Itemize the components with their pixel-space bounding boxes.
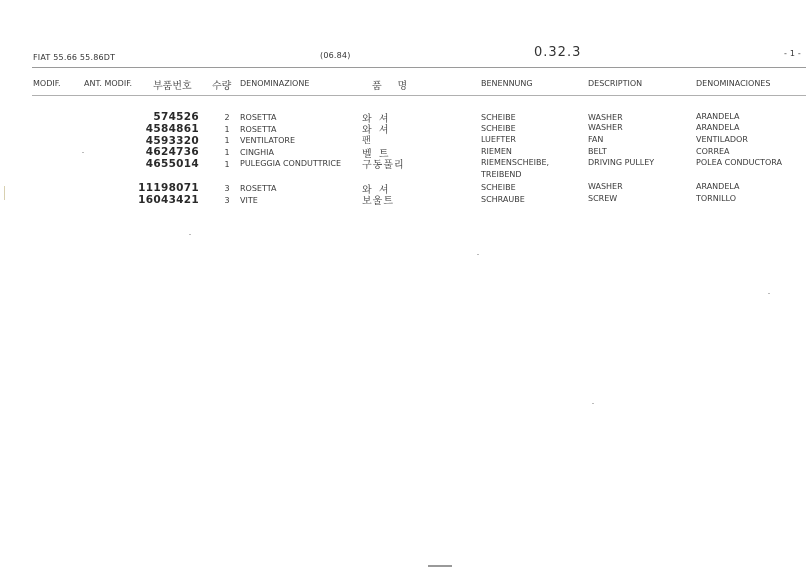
scan-speck xyxy=(592,403,594,404)
benennung: RIEMEN xyxy=(481,147,512,156)
scan-speck xyxy=(82,152,84,153)
description: DRIVING PULLEY xyxy=(588,158,655,167)
description: SCREW xyxy=(588,194,618,203)
item-name-kr: 팬 xyxy=(362,136,373,146)
item-name-kr: 구동풀리 xyxy=(362,160,405,171)
benennung: SCHRAUBE xyxy=(481,195,525,204)
header-bottom-rule xyxy=(32,95,806,96)
part-number: 574526 xyxy=(153,111,199,123)
part-number: 4655014 xyxy=(145,158,199,170)
scan-bottom-mark xyxy=(428,565,452,567)
denominazione: ROSETTA xyxy=(240,113,277,122)
part-number: 16043421 xyxy=(138,194,199,206)
scan-edge-mark xyxy=(4,186,5,200)
col-ant-modif: ANT. MODIF. xyxy=(84,79,133,88)
part-number: 4624736 xyxy=(145,146,199,158)
scan-speck xyxy=(477,254,479,255)
benennung-line-2: TREIBEND xyxy=(481,170,522,179)
model-title: FIAT 55.66 55.86DT xyxy=(33,53,116,62)
part-number: 4584861 xyxy=(145,123,199,135)
header-top-rule xyxy=(32,67,806,68)
col-denominaciones: DENOMINACIONES xyxy=(696,79,771,88)
col-part-number: 부품번호 xyxy=(153,81,192,92)
part-number: 11198071 xyxy=(138,182,199,194)
col-description: DESCRIPTION xyxy=(588,79,643,88)
denominaciones: ARANDELA xyxy=(696,123,740,132)
benennung: RIEMENSCHEIBE, xyxy=(481,158,550,167)
quantity: 3 xyxy=(224,196,230,205)
page-code: 0.32.3 xyxy=(534,45,582,60)
item-name-kr: 보울트 xyxy=(362,196,394,207)
denominaciones: ARANDELA xyxy=(696,182,740,191)
denominazione: ROSETTA xyxy=(240,184,277,193)
quantity: 3 xyxy=(224,184,230,193)
description: WASHER xyxy=(588,182,623,191)
description: WASHER xyxy=(588,113,623,122)
benennung: LUEFTER xyxy=(481,135,516,144)
denominaciones: ARANDELA xyxy=(696,112,740,121)
denominaciones: CORREA xyxy=(696,147,730,156)
col-item-name-kr: 품 명 xyxy=(372,81,408,92)
col-benennung: BENENNUNG xyxy=(481,79,533,88)
scan-speck xyxy=(768,293,770,294)
catalog-date: (06.84) xyxy=(320,51,351,60)
denominaciones: VENTILADOR xyxy=(696,135,748,144)
quantity: 2 xyxy=(224,113,230,122)
scan-speck xyxy=(189,234,191,235)
description: BELT xyxy=(588,147,607,156)
quantity: 1 xyxy=(224,160,230,169)
denominaciones: TORNILLO xyxy=(696,194,737,203)
col-quantity: 수량 xyxy=(212,81,232,92)
denominazione: ROSETTA xyxy=(240,125,277,134)
item-name-kr: 와 셔 xyxy=(362,114,391,125)
col-denominazione: DENOMINAZIONE xyxy=(240,79,310,88)
quantity: 1 xyxy=(224,148,230,157)
denominaciones: POLEA CONDUCTORA xyxy=(696,158,783,167)
benennung: SCHEIBE xyxy=(481,113,516,122)
benennung: SCHEIBE xyxy=(481,183,516,192)
part-number: 4593320 xyxy=(145,135,199,147)
item-name-kr: 와 셔 xyxy=(362,185,391,196)
quantity: 1 xyxy=(224,136,230,145)
denominazione: VENTILATORE xyxy=(240,136,296,145)
denominazione: PULEGGIA CONDUTTRICE xyxy=(240,159,342,168)
description: WASHER xyxy=(588,123,623,132)
quantity: 1 xyxy=(224,125,230,134)
benennung: SCHEIBE xyxy=(481,124,516,133)
item-name-kr: 와 셔 xyxy=(362,125,391,136)
description: FAN xyxy=(588,135,604,144)
page-number: - 1 - xyxy=(784,49,801,58)
col-modif: MODIF. xyxy=(33,79,61,88)
denominazione: VITE xyxy=(240,196,258,205)
denominazione: CINGHIA xyxy=(240,148,274,157)
item-name-kr: 벨 트 xyxy=(362,149,391,160)
